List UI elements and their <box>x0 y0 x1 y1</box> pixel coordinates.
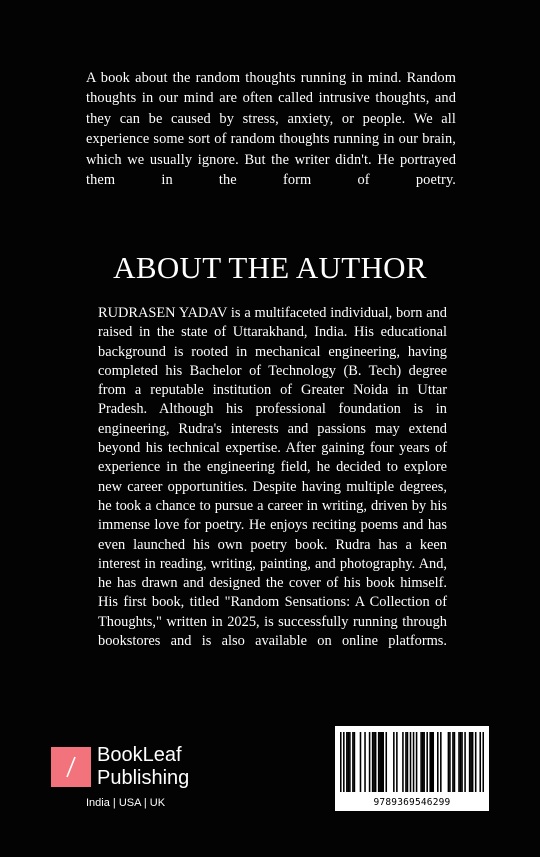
barcode-bar <box>410 732 412 792</box>
barcode-bar <box>482 732 484 792</box>
barcode-bar <box>375 732 377 792</box>
barcode-bar <box>437 732 439 792</box>
barcode-bar <box>479 732 481 792</box>
barcode-bar <box>432 732 434 792</box>
barcode-bar <box>379 732 381 792</box>
barcode-bar <box>364 732 366 792</box>
barcode-bar <box>372 732 374 792</box>
barcode-bar <box>469 732 471 792</box>
barcode-bar <box>454 732 456 792</box>
barcode-bar <box>470 732 472 792</box>
barcode-bar <box>343 732 345 792</box>
barcode-bar <box>431 732 433 792</box>
about-author-heading: ABOUT THE AUTHOR <box>113 250 427 285</box>
barcode-bar <box>461 732 463 792</box>
isbn-barcode <box>335 726 489 811</box>
barcode-bar <box>346 732 348 792</box>
barcode-bar <box>413 732 415 792</box>
barcode-bar <box>449 732 451 792</box>
barcode-bar <box>460 732 462 792</box>
barcode-bar <box>360 732 362 792</box>
barcode-bar <box>340 732 342 792</box>
author-bio: RUDRASEN YADAV is a multifaceted individual, born and raised in the state of Uttarakhand, India. His educational background is rooted in mechanical engineering, having completed his Bachelor of Technology (B. Tech) degree from a reputable institution of Greater Noida in Uttar Pradesh. Although his professional foundation is in engineering, Rudra's interests and passions may extend beyond his technical expertise. After gaining four years of experience in the engineering field, he decided to explore new career opportunities. Despite having multiple degrees, he took a chance to pursue a career in writing, driven by his immense love for poetry. He enjoys reciting poems and has even launched his own poetry book. Rudra has a keen interest in reading, writing, painting, and photography. And, he has drawn and designed the cover of his book himself. His first book, titled "Random Sensations: A Collection of Thoughts," written in 2025, is successfully running through bookstores and is also available on online platforms. <box>98 305 447 650</box>
barcode-bar <box>369 732 371 792</box>
barcode-bar <box>458 732 460 792</box>
barcode-bar <box>407 732 409 792</box>
barcode-bar <box>448 732 450 792</box>
publisher-regions: India | USA | UK <box>86 797 166 809</box>
publisher-name-line1: BookLeaf <box>97 744 182 766</box>
barcode-bar <box>393 732 395 792</box>
barcode-bar <box>402 732 404 792</box>
barcode-bar <box>348 732 350 792</box>
barcode-bar <box>352 732 354 792</box>
barcode-bar <box>426 732 428 792</box>
publisher-logo <box>51 744 221 817</box>
barcode-bars <box>340 732 484 792</box>
barcode-bar <box>349 732 351 792</box>
barcode-bar <box>416 732 418 792</box>
barcode-bar <box>475 732 477 792</box>
barcode-bar <box>429 732 431 792</box>
barcode-bar <box>382 732 384 792</box>
barcode-bar <box>405 732 407 792</box>
publisher-name-line2: Publishing <box>97 767 190 789</box>
barcode-bar <box>354 732 356 792</box>
barcode-bar <box>396 732 398 792</box>
barcode-bar <box>422 732 424 792</box>
barcode-bar <box>385 732 387 792</box>
barcode-bar <box>472 732 474 792</box>
back-cover-blurb: A book about the random thoughts running in mind. Random thoughts in our mind are often called intrusive thoughts, and they can be caused by stress, anxiety, or people. We all experience some sort of random thoughts running in our brain, which we usually ignore. But the writer didn't. He portrayed them in the form of poetry. <box>86 70 456 189</box>
barcode-bar <box>464 732 466 792</box>
barcode-bar <box>423 732 425 792</box>
barcode-bar <box>420 732 422 792</box>
barcode-bar <box>440 732 442 792</box>
publisher-name <box>97 744 189 790</box>
barcode-bar <box>452 732 454 792</box>
barcode-bar <box>373 732 375 792</box>
barcode-bar <box>381 732 383 792</box>
bookleaf-logo-icon <box>51 747 91 787</box>
isbn-number: 9789369546299 <box>373 797 451 808</box>
barcode-bar <box>378 732 380 792</box>
